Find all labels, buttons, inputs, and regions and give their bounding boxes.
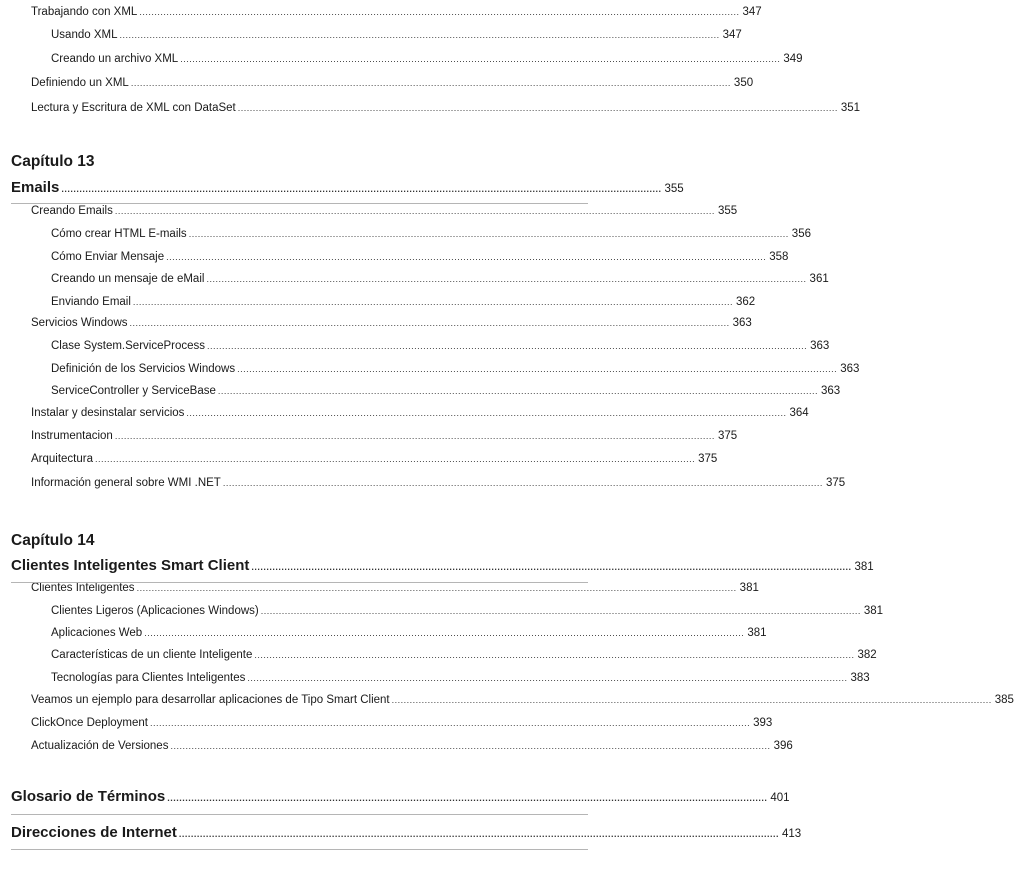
entry-title: Creando un mensaje de eMail: [51, 272, 205, 285]
entry-title: Características de un cliente Inteligente: [51, 648, 253, 661]
page-number: 401: [770, 791, 790, 804]
toc-subentry: [51, 227, 811, 241]
page-number: 375: [825, 476, 846, 489]
toc-entry: [31, 316, 752, 330]
entry-title: Actualización de Versiones: [31, 739, 169, 752]
dot-leader: ........................................................................................................................................................................................................: [207, 341, 808, 351]
dot-leader: ........................................................................................................................................................................................................: [132, 297, 734, 307]
page-number: 363: [810, 339, 830, 352]
dot-leader: ........................................................................................................................................................................................................: [237, 103, 838, 113]
entry-title: Cómo crear HTML E-mails: [51, 227, 187, 240]
page-number: 385: [994, 693, 1014, 706]
section-entry: [11, 179, 684, 196]
dot-leader: ........................................................................................................................................................................................................: [130, 78, 731, 88]
section-rule: [11, 814, 588, 815]
page-number: 413: [782, 827, 802, 840]
chapter-heading: Capítulo 14: [11, 532, 95, 549]
page-number: 363: [821, 384, 841, 397]
entry-title: Direcciones de Internet: [11, 824, 177, 841]
dot-leader: ........................................................................................................................................................................................................: [129, 318, 730, 328]
entry-title: Trabajando con XML: [31, 5, 138, 18]
dot-leader: ........................................................................................................................................................................................................: [139, 7, 740, 17]
entry-title: Definiendo un XML: [31, 76, 129, 89]
entry-title: Instalar y desinstalar servicios: [31, 406, 185, 419]
entry-title: Instrumentacion: [31, 429, 113, 442]
toc-subentry: [51, 626, 767, 640]
page-number: 350: [733, 76, 754, 89]
page-number: 375: [717, 429, 738, 442]
toc-subentry: [51, 28, 742, 42]
toc-entry: [31, 204, 738, 218]
toc-subentry: [51, 339, 830, 353]
toc-entry: [31, 406, 809, 420]
section-entry: [11, 824, 802, 841]
page-number: 355: [664, 182, 684, 195]
entry-title: Clientes Inteligentes: [31, 581, 135, 594]
section-rule: [11, 582, 588, 583]
entry-title: Información general sobre WMI .NET: [31, 476, 221, 489]
entry-title: Enviando Email: [51, 295, 131, 308]
page-number: 347: [742, 5, 762, 18]
toc-subentry: [51, 52, 803, 66]
section-entry: [11, 557, 874, 574]
toc-entry: [31, 101, 861, 115]
page-number: 381: [739, 581, 759, 594]
dot-leader: ........................................................................................................................................................................................................: [119, 30, 720, 40]
entry-title: Servicios Windows: [31, 316, 128, 329]
toc-subentry: [51, 295, 756, 309]
page-number: 358: [769, 250, 789, 263]
section-rule: [11, 849, 588, 850]
entry-title: Clientes Ligeros (Aplicaciones Windows): [51, 604, 259, 617]
dot-leader: ........................................................................................................................................................................................................: [167, 793, 768, 803]
page-number: 383: [850, 671, 870, 684]
dot-leader: ........................................................................................................................................................................................................: [186, 408, 787, 418]
entry-title: Creando un archivo XML: [51, 52, 179, 65]
dot-leader: ........................................................................................................................................................................................................: [188, 229, 789, 239]
section-rule: [11, 203, 588, 204]
page-number: 381: [854, 560, 874, 573]
toc-entry: [31, 739, 793, 753]
page-number: 356: [791, 227, 811, 240]
toc-subentry: [51, 362, 860, 376]
entry-title: Clase System.ServiceProcess: [51, 339, 206, 352]
toc-subentry: [51, 250, 789, 264]
page-number: 349: [783, 52, 803, 65]
entry-title: Cómo Enviar Mensaje: [51, 250, 165, 263]
page-number: 381: [747, 626, 767, 639]
dot-leader: ........................................................................................................................................................................................................: [237, 364, 838, 374]
page-number: 382: [857, 648, 877, 661]
toc-entry: [31, 5, 762, 19]
page-number: 364: [789, 406, 809, 419]
toc-entry: [31, 693, 1014, 707]
toc-entry: [31, 716, 773, 730]
dot-leader: ........................................................................................................................................................................................................: [114, 206, 715, 216]
entry-title: Tecnologías para Clientes Inteligentes: [51, 671, 246, 684]
toc-subentry: [51, 648, 877, 662]
dot-leader: ........................................................................................................................................................................................................: [149, 718, 751, 728]
section-entry: [11, 788, 790, 805]
dot-leader: ........................................................................................................................................................................................................: [247, 673, 848, 683]
toc-entry: [31, 76, 754, 90]
toc-subentry: [51, 604, 884, 618]
dot-leader: ........................................................................................................................................................................................................: [206, 274, 807, 284]
entry-title: Aplicaciones Web: [51, 626, 143, 639]
page-number: 363: [840, 362, 860, 375]
entry-title: ClickOnce Deployment: [31, 716, 148, 729]
toc-subentry: [51, 384, 841, 398]
dot-leader: ........................................................................................................................................................................................................: [178, 829, 779, 839]
chapter-heading: Capítulo 13: [11, 153, 95, 170]
page-number: 396: [773, 739, 793, 752]
dot-leader: ........................................................................................................................................................................................................: [391, 695, 992, 705]
entry-title: Creando Emails: [31, 204, 113, 217]
toc-entry: [31, 476, 846, 490]
page-number: 381: [863, 604, 884, 617]
page-number: 351: [840, 101, 861, 114]
entry-title: Emails: [11, 179, 60, 196]
toc-entry: [31, 581, 759, 595]
entry-title: Clientes Inteligentes Smart Client: [11, 557, 250, 574]
entry-title: ServiceController y ServiceBase: [51, 384, 216, 397]
dot-leader: ........................................................................................................................................................................................................: [95, 454, 696, 464]
page-number: 362: [736, 295, 756, 308]
entry-title: Definición de los Servicios Windows: [51, 362, 236, 375]
dot-leader: ........................................................................................................................................................................................................: [251, 562, 852, 572]
entry-title: Lectura y Escritura de XML con DataSet: [31, 101, 236, 114]
dot-leader: ........................................................................................................................................................................................................: [254, 650, 855, 660]
page-number: 363: [732, 316, 752, 329]
page-number: 393: [753, 716, 773, 729]
dot-leader: ........................................................................................................................................................................................................: [144, 628, 745, 638]
page-number: 347: [722, 28, 742, 41]
dot-leader: ........................................................................................................................................................................................................: [170, 741, 771, 751]
entry-title: Veamos un ejemplo para desarrollar aplicaciones de Tipo Smart Client: [31, 693, 390, 706]
entry-title: Arquitectura: [31, 452, 94, 465]
dot-leader: ........................................................................................................................................................................................................: [260, 606, 861, 616]
toc-subentry: [51, 671, 870, 685]
entry-title: Glosario de Términos: [11, 788, 166, 805]
page-number: 375: [698, 452, 718, 465]
toc-entry: [31, 452, 718, 466]
entry-title: Usando XML: [51, 28, 118, 41]
page-number: 361: [809, 272, 829, 285]
dot-leader: ........................................................................................................................................................................................................: [136, 583, 737, 593]
toc-entry: [31, 429, 738, 443]
dot-leader: ........................................................................................................................................................................................................: [114, 431, 715, 441]
dot-leader: ........................................................................................................................................................................................................: [217, 386, 819, 396]
toc-subentry: [51, 272, 829, 286]
dot-leader: ........................................................................................................................................................................................................: [61, 184, 662, 194]
dot-leader: ........................................................................................................................................................................................................: [166, 252, 767, 262]
page-number: 355: [717, 204, 738, 217]
dot-leader: ........................................................................................................................................................................................................: [180, 54, 781, 64]
dot-leader: ........................................................................................................................................................................................................: [222, 478, 823, 488]
